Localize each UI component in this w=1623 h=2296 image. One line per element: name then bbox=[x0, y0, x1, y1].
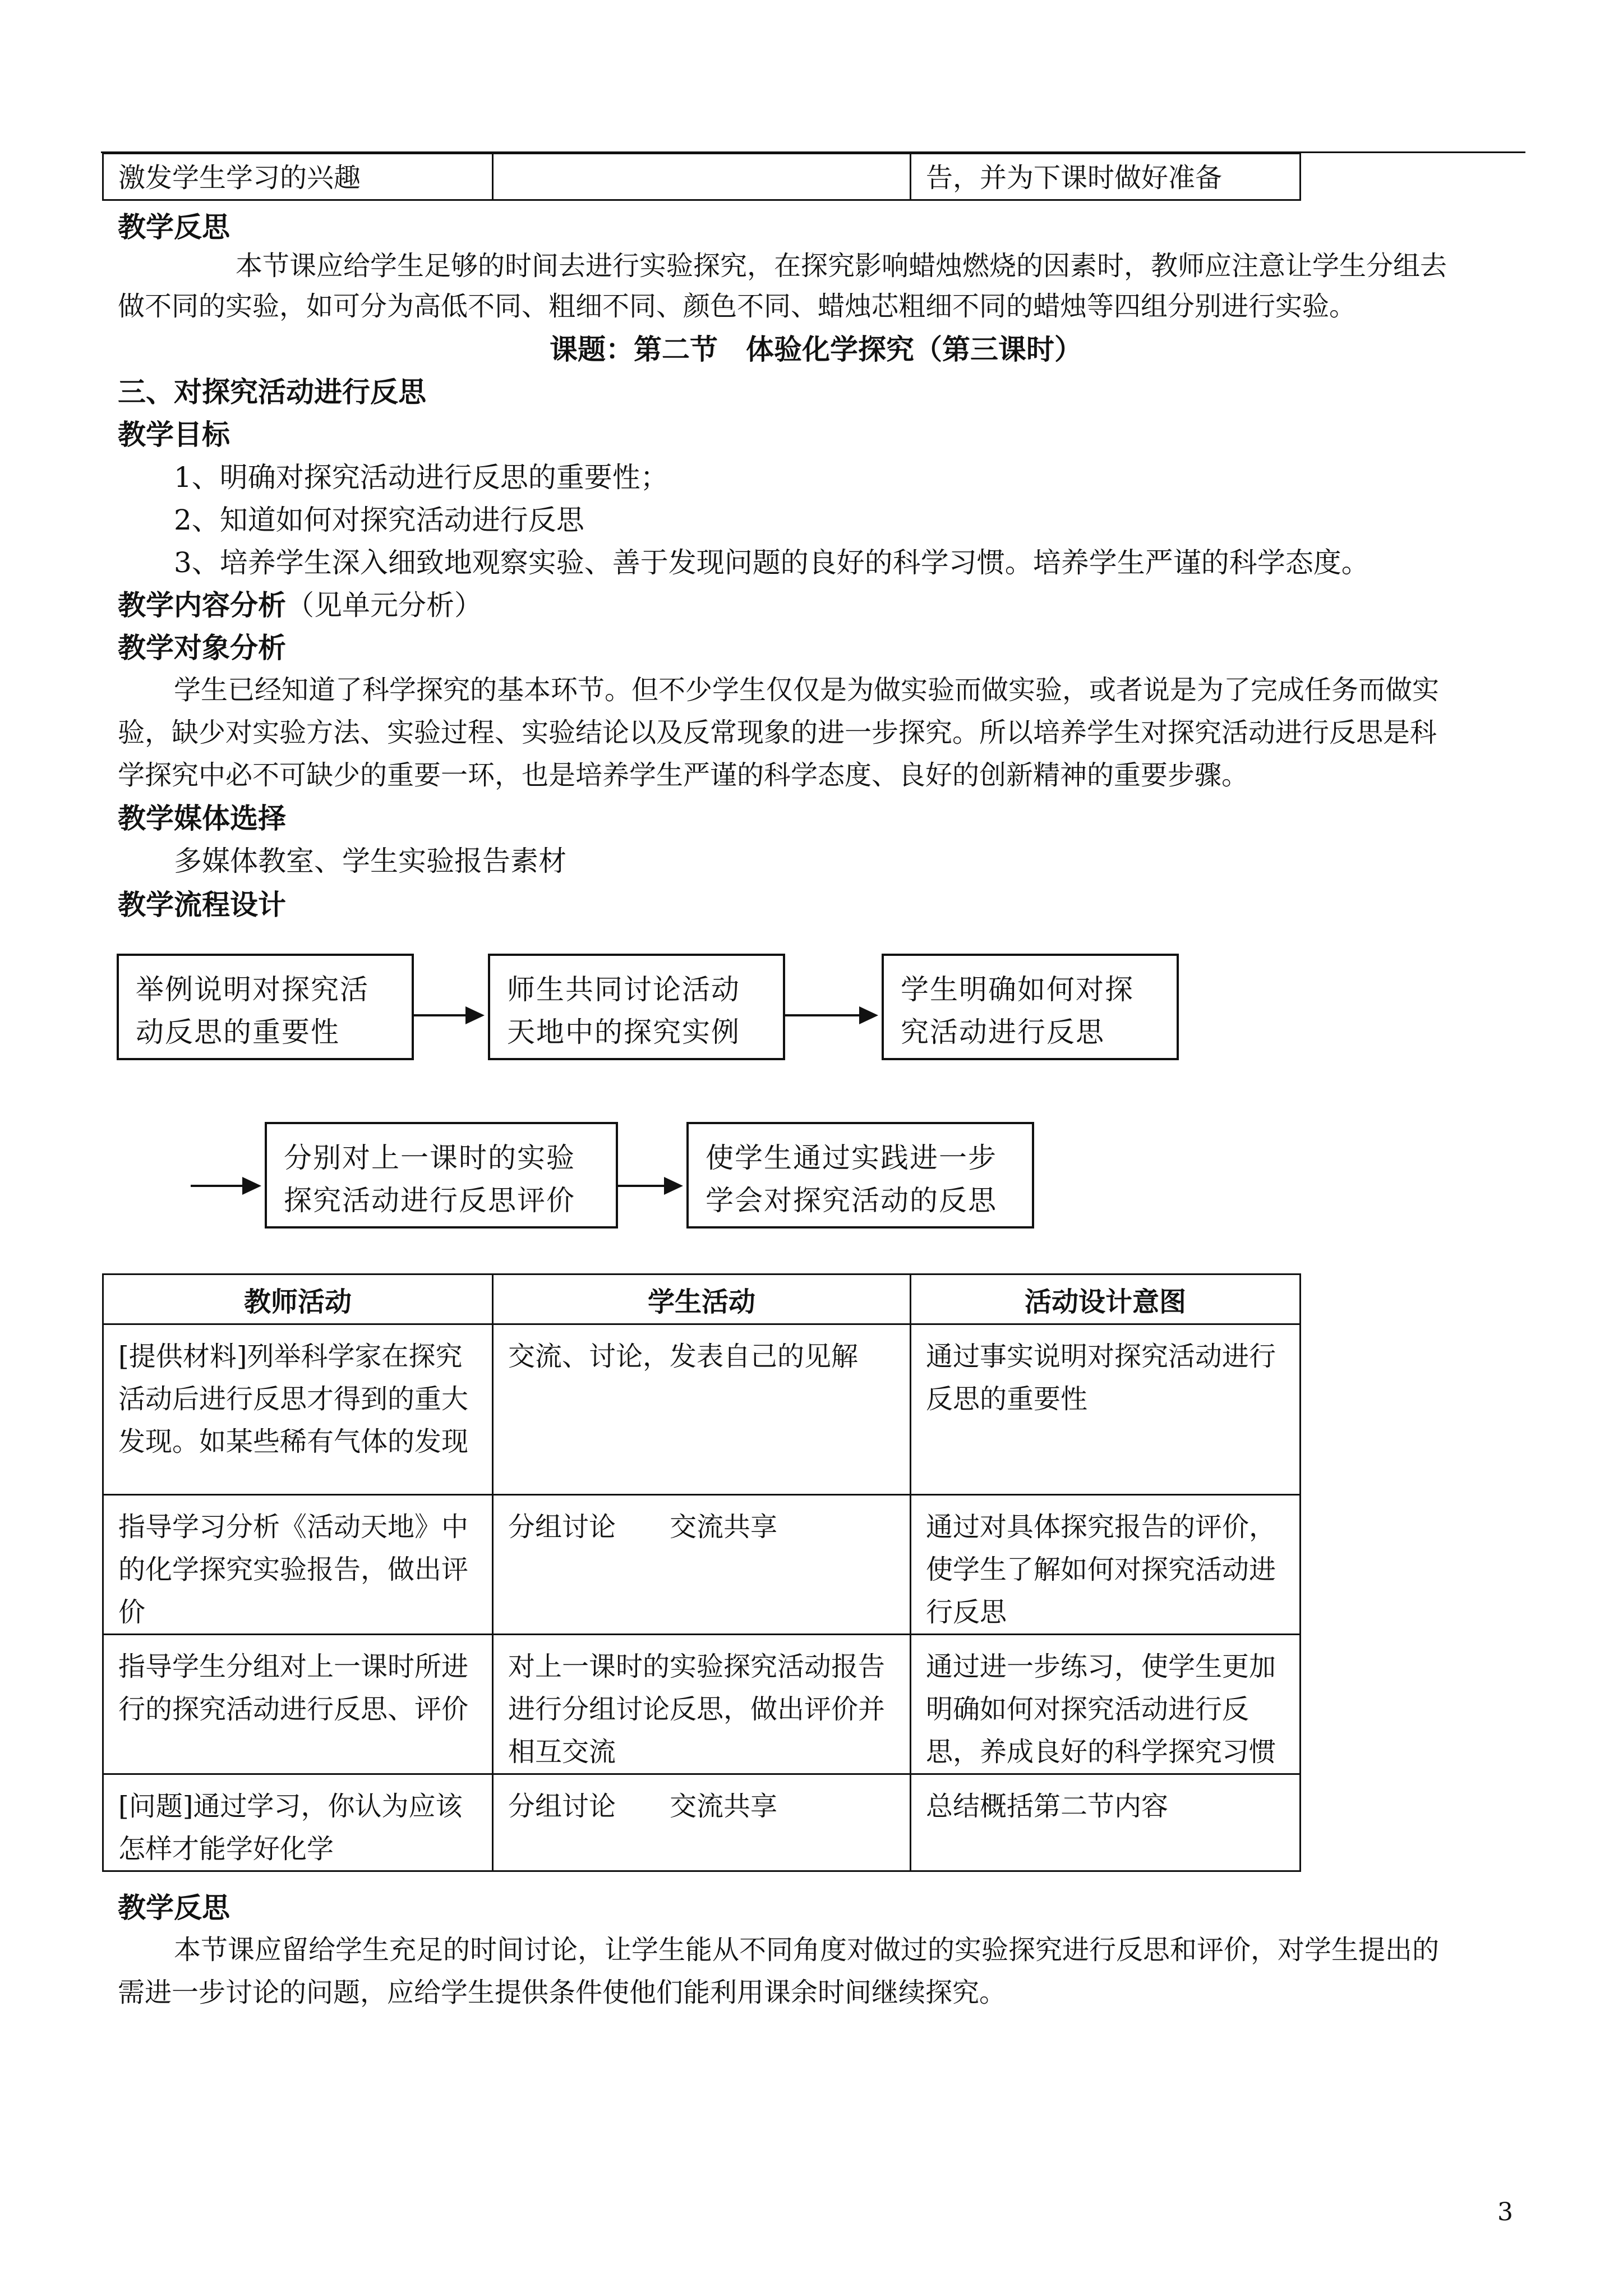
table-cell: 指导学习分析《活动天地》中的化学探究实验报告，做出评价 bbox=[103, 1495, 493, 1635]
section-title: 三、对探究活动进行反思 bbox=[118, 376, 426, 408]
flow-box-text: 师生共同讨论活动 bbox=[507, 973, 740, 1006]
goal-item: 2、知道如何对探究活动进行反思 bbox=[174, 504, 584, 536]
object-analysis-line: 学探究中必不可缺少的重要一环，也是培养学生严谨的科学态度、良好的创新精神的重要步骤。 bbox=[118, 760, 1249, 791]
reflection-line: 本节课应给学生足够的时间去进行实验探究，在探究影响蜡烛燃烧的因素时，教师应注意让学生分组去 bbox=[236, 250, 1447, 282]
flow-arrow bbox=[618, 1185, 681, 1187]
flow-box-4 bbox=[265, 1122, 618, 1228]
page-number: 3 bbox=[1497, 2198, 1513, 2226]
flow-heading: 教学流程设计 bbox=[118, 889, 286, 921]
table-cell: 总结概括第二节内容 bbox=[911, 1774, 1301, 1871]
flow-arrow bbox=[191, 1185, 259, 1187]
table-row bbox=[103, 1774, 1301, 1871]
top-table-cell: 激发学生学习的兴趣 bbox=[103, 154, 493, 200]
reflection-heading: 教学反思 bbox=[118, 1892, 230, 1924]
table-header: 活动设计意图 bbox=[911, 1274, 1301, 1324]
flow-box-text: 学会对探究活动的反思 bbox=[706, 1184, 997, 1217]
goals-heading: 教学目标 bbox=[118, 418, 230, 451]
top-table-fragment bbox=[102, 153, 1301, 201]
table-cell: 通过对具体探究报告的评价，使学生了解如何对探究活动进行反思 bbox=[911, 1495, 1301, 1635]
flow-box-5 bbox=[686, 1122, 1034, 1228]
flow-box-text: 探究活动进行反思评价 bbox=[284, 1184, 575, 1217]
activity-table bbox=[102, 1273, 1301, 1872]
object-analysis-heading: 教学对象分析 bbox=[118, 632, 286, 664]
goal-item: 3、培养学生深入细致地观察实验、善于发现问题的良好的科学习惯。培养学生严谨的科学态度。 bbox=[174, 546, 1370, 579]
reflection-line: 本节课应留给学生充足的时间讨论，让学生能从不同角度对做过的实验探究进行反思和评价，对学生提出的 bbox=[174, 1934, 1440, 1966]
reflection-heading: 教学反思 bbox=[118, 211, 230, 243]
top-table-cell: 告，并为下课时做好准备 bbox=[911, 154, 1301, 200]
flow-box-text: 分别对上一课时的实验 bbox=[284, 1142, 575, 1174]
content-analysis bbox=[118, 589, 482, 622]
table-cell: 通过事实说明对探究活动进行反思的重要性 bbox=[911, 1324, 1301, 1495]
flow-box-3 bbox=[882, 954, 1179, 1060]
flow-box-text: 举例说明对探究活 bbox=[136, 973, 369, 1006]
goal-item: 1、明确对探究活动进行反思的重要性； bbox=[174, 461, 668, 494]
content-analysis-note: （见单元分析） bbox=[286, 589, 482, 622]
table-row bbox=[103, 1324, 1301, 1495]
reflection-line: 需进一步讨论的问题，应给学生提供条件使他们能利用课余时间继续探究。 bbox=[118, 1977, 1007, 2008]
table-cell: 分组讨论 交流共享 bbox=[493, 1495, 911, 1635]
flow-box-2 bbox=[488, 954, 785, 1060]
object-analysis-line: 学生已经知道了科学探究的基本环节。但不少学生仅仅是为做实验而做实验，或者说是为了完成任务而做实 bbox=[174, 674, 1440, 706]
table-header: 学生活动 bbox=[493, 1274, 911, 1324]
table-cell: [问题]通过学习，你认为应该怎样才能学好化学 bbox=[103, 1774, 493, 1871]
flow-box-text: 天地中的探究实例 bbox=[507, 1016, 740, 1048]
table-cell: [提供材料]列举科学家在探究活动后进行反思才得到的重大发现。如某些稀有气体的发现 bbox=[103, 1324, 493, 1495]
table-row bbox=[103, 1495, 1301, 1635]
table-cell: 分组讨论 交流共享 bbox=[493, 1774, 911, 1871]
flow-arrow bbox=[414, 1014, 482, 1016]
object-analysis-line: 验，缺少对实验方法、实验过程、实验结论以及反常现象的进一步探究。所以培养学生对探究活动进行反思是科 bbox=[118, 717, 1437, 748]
flow-arrow bbox=[785, 1014, 876, 1016]
flow-box-text: 动反思的重要性 bbox=[136, 1016, 340, 1048]
table-cell: 对上一课时的实验探究活动报告进行分组讨论反思，做出评价并相互交流 bbox=[493, 1635, 911, 1774]
table-cell: 交流、讨论，发表自己的见解 bbox=[493, 1324, 911, 1495]
media-text: 多媒体教室、学生实验报告素材 bbox=[174, 845, 566, 877]
table-header: 教师活动 bbox=[103, 1274, 493, 1324]
reflection-line: 做不同的实验，如可分为高低不同、粗细不同、颜色不同、蜡烛芯粗细不同的蜡烛等四组分别进行实验。 bbox=[118, 291, 1357, 322]
table-cell: 通过进一步练习，使学生更加明确如何对探究活动进行反思，养成良好的科学探究习惯 bbox=[911, 1635, 1301, 1774]
flow-box-text: 学生明确如何对探 bbox=[901, 973, 1134, 1006]
flow-box-text: 使学生通过实践进一步 bbox=[706, 1142, 997, 1174]
table-row bbox=[103, 1635, 1301, 1774]
content-analysis-heading: 教学内容分析 bbox=[118, 589, 286, 622]
top-table-cell bbox=[493, 154, 911, 200]
flow-box-1 bbox=[117, 954, 414, 1060]
lesson-title: 课题：第二节 体验化学探究（第三课时） bbox=[550, 333, 1082, 366]
table-cell: 指导学生分组对上一课时所进行的探究活动进行反思、评价 bbox=[103, 1635, 493, 1774]
media-heading: 教学媒体选择 bbox=[118, 802, 286, 835]
flow-box-text: 究活动进行反思 bbox=[901, 1016, 1105, 1048]
